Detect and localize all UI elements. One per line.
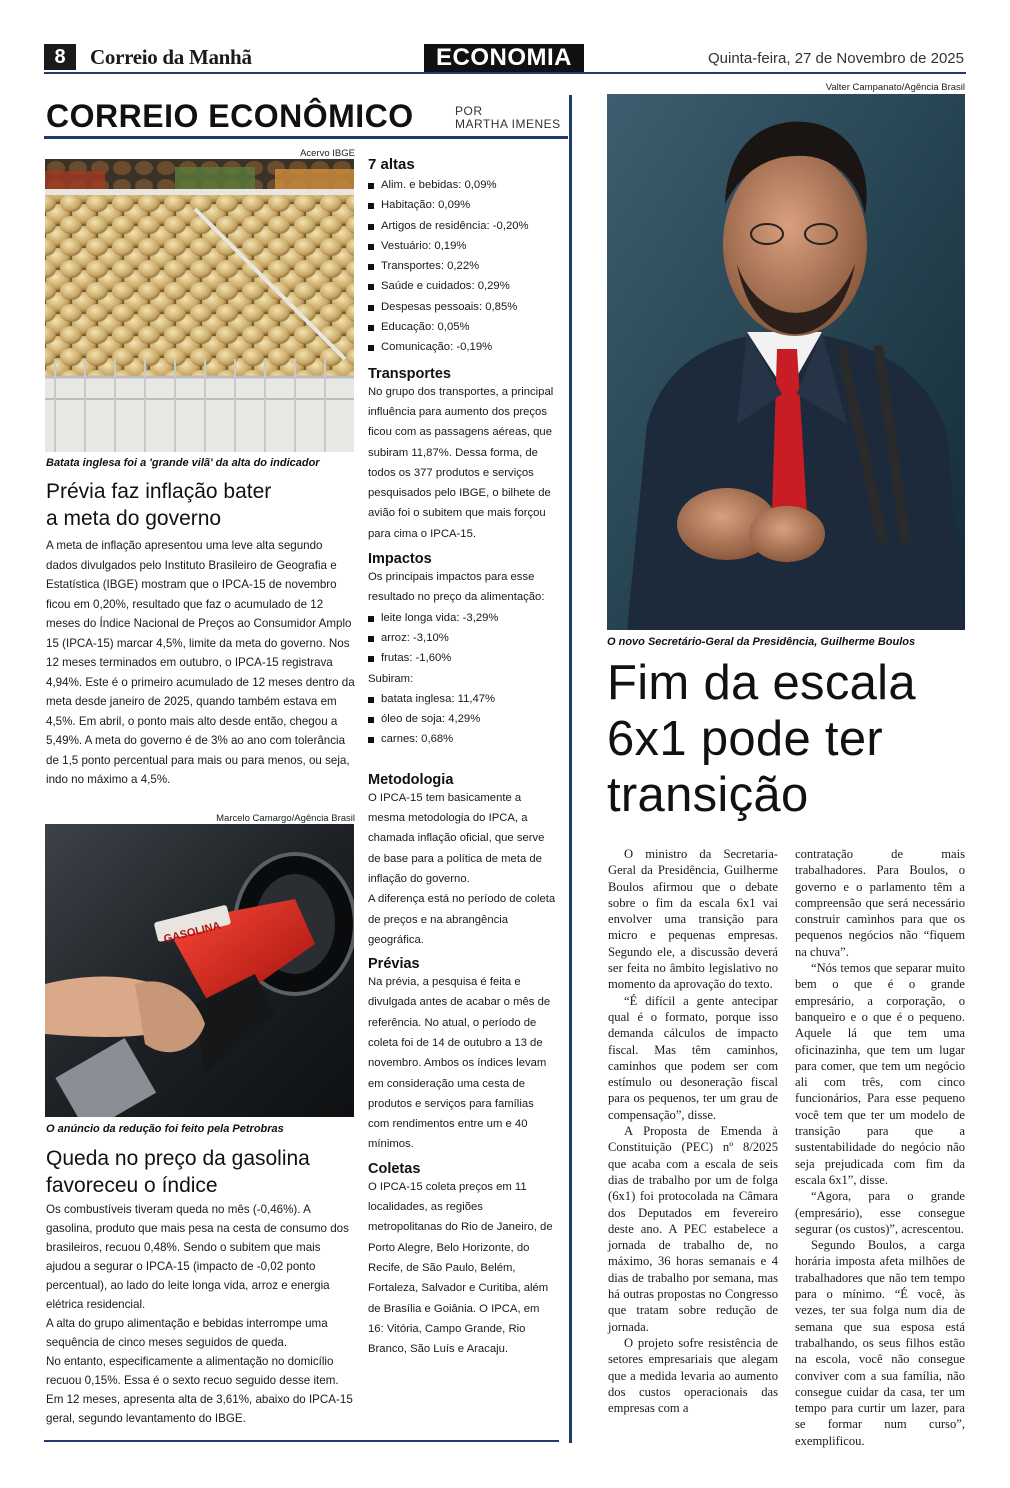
sidebar-box <box>368 156 558 1359</box>
list-item: Artigos de residência: -0,20% <box>368 216 558 236</box>
list-item: frutas: -1,60% <box>368 648 558 668</box>
gasoline-pump-photo <box>45 824 354 1117</box>
column-vertical-rule <box>569 95 572 1443</box>
column-bottom-rule <box>44 1440 559 1442</box>
metodologia-title: Metodologia <box>368 771 454 788</box>
list-item: Educação: 0,05% <box>368 317 558 337</box>
header-rule <box>44 72 966 74</box>
section-label: ECONOMIA <box>424 44 584 72</box>
paragraph: “É difícil a gente antecipar qual é o formato, porque isso demanda cálculos de impacto fiscal. Mas têm caminhos, caminhos que podem ser com estímulo ou desoneração fiscal para os pequenos, ter um grau de compensação”, disse. <box>608 993 778 1122</box>
paragraph: “Nós temos que separar muito bem o que é o grande empresário, a corporação, o banqueiro e o que é o pequeno. Aquele lá que tem uma oficinazinha, que tem um lugar para comer, que tem um negócio ali com três, com cinco funcionários, Para esse pequeno você tem que ter um modelo de transição para que a sustentabilidade do negócio não seja prejudicada com fim da escala 6x1”, disse. <box>795 961 965 1187</box>
pump-label: GASOLINA <box>162 919 222 946</box>
paragraph: O projeto sofre resistência de setores empresariais que alegam que a medida levaria ao aumento dos custos operacionais das empresas com a <box>608 1335 778 1416</box>
headline-line-2: a meta do governo <box>46 507 222 530</box>
list-item: Despesas pessoais: 0,85% <box>368 297 558 317</box>
article-inflation-body: A meta de inflação apresentou uma leve alta segundo dados divulgados pelo Instituto Brasileiro de Geografia e Estatística (IBGE) mostram que o IPCA-15 de novembro ficou em 0,20%, resultado que faz o acumulado de 12 meses do Índice Nacional de Preços ao Consumidor Amplo 15 (IPCA-15) marcar 4,5%, limite da meta do governo. Nos 12 meses terminados em outubro, o IPCA-15 registrava 4,94%. Este é o primeiro acumulado de 12 meses dentro da meta desde janeiro de 2025, quando também estava em 4,5%. Em abril, o ponto mais alto desde então, chegou a 5,49%. A meta do governo é de 3% ao ano com tolerância de 1,5 ponto percentual para mais ou para menos, ou seja, indo no máximo a 4,5%. <box>46 539 355 786</box>
byline-prefix: POR <box>455 104 483 118</box>
list-item: arroz: -3,10% <box>368 628 558 648</box>
list-item: óleo de soja: 4,29% <box>368 709 558 729</box>
impactos-up-list <box>368 689 558 750</box>
metodologia-p1: O IPCA-15 tem basicamente a mesma metodologia do IPCA, a chamada inflação oficial, que serve de base para a política de meta de inflação do governo. <box>368 791 545 885</box>
list-item: Saúde e cuidados: 0,29% <box>368 276 558 296</box>
page-number: 8 <box>44 44 76 70</box>
list-item: Alim. e bebidas: 0,09% <box>368 175 558 195</box>
altas-list <box>368 175 558 358</box>
previas-title: Prévias <box>368 956 420 973</box>
altas-title: 7 altas <box>368 156 415 173</box>
list-item: leite longa vida: -3,29% <box>368 608 558 628</box>
fuel-nozzle-illustration <box>45 824 354 1117</box>
headline-line-1: Fim da escala <box>607 656 916 710</box>
headline-line-3: transição <box>607 768 809 822</box>
paragraph: A Proposta de Emenda à Constituição (PEC) nº 8/2025 que acaba com a escala de seis dias de trabalho por um de folga (6x1) foi protocolada na Câmara dos Deputados em fevereiro deste ano. A PEC estabelece a jornada de trabalho de, no máximo, 36 horas semanais e 4 dias de trabalho por semana, mas há outras propostas no Congresso que tratam sobre redução de jornada. <box>608 1124 778 1334</box>
photo-credit-gasoline: Marcelo Camargo/Agência Brasil <box>216 813 355 824</box>
impactos-text: Os principais impactos para esse resultado no preço da alimentação: <box>368 571 545 604</box>
caption-boulos: O novo Secretário-Geral da Presidência, Guilherme Boulos <box>607 636 916 648</box>
list-item: Comunicação: -0,19% <box>368 337 558 357</box>
photo-credit-boulos: Valter Campanato/Agência Brasil <box>825 82 965 93</box>
caption-gasoline: O anúncio da redução foi feito pela Petrobras <box>46 1123 284 1135</box>
headline-gasoline <box>46 1145 356 1199</box>
photo-credit-potatoes: Acervo IBGE <box>300 148 355 159</box>
column-title: CORREIO ECONÔMICO <box>46 98 414 134</box>
previas-text: Na prévia, a pesquisa é feita e divulgada antes de acabar o mês de referência. No atual, o período de coleta foi de 14 de outubro a 13 de novembro. Ambos os índices levam em consideração uma cesta de produtos e serviços para famílias com rendimentos entre um e 40 mínimos. <box>368 976 551 1151</box>
byline-author: MARTHA IMENES <box>455 117 561 131</box>
speaker-illustration <box>607 94 965 630</box>
paragraph: contratação de mais trabalhadores. Para Boulos, o governo e o parlamento têm a compreensão que será necessário construir caminhos para que os pequenos negócios não “fiquem na chuva”. <box>795 847 965 959</box>
paragraph: No entanto, especificamente a alimentação no domicílio recuou 0,15%. Essa é o sexto recuo seguido desse item. Em 12 meses, apresenta alta de 3,61%, abaixo do IPCA-15 geral, segundo levantamento do IBGE. <box>46 1355 353 1425</box>
date-line: Quinta-feira, 27 de Novembro de 2025 <box>708 50 964 67</box>
main-story-column-1 <box>608 846 778 1416</box>
impactos-title: Impactos <box>368 551 432 568</box>
boulos-photo <box>607 94 965 630</box>
list-item: Vestuário: 0,19% <box>368 236 558 256</box>
paragraph: A alta do grupo alimentação e bebidas interrompe uma sequência de cinco meses seguidos de queda. <box>46 1317 328 1349</box>
paragraph: O ministro da Secretaria-Geral da Presidência, Guilherme Boulos afirmou que o debate sobre o fim da escala 6x1 vai envolver uma transição para micro e pequenas empresas. Segundo ele, a discussão deverá ser feita no âmbito legislativo no momento da aprovação do texto. <box>608 847 778 992</box>
subiram-label: Subiram: <box>368 672 414 685</box>
list-item: carnes: 0,68% <box>368 729 558 749</box>
main-story-column-2 <box>795 846 965 1449</box>
headline-inflation <box>46 478 356 532</box>
potato-market-photo <box>45 159 354 452</box>
transportes-title: Transportes <box>368 365 451 382</box>
paragraph: “Agora, para o grande (empresário), esse consegue segurar (os custos)”, acrescentou. <box>795 1189 965 1236</box>
paragraph: Os combustíveis tiveram queda no mês (-0,46%). A gasolina, produto que mais pesa na cesta de consumo dos brasileiros, recuou 0,48%. Sendo o subitem que mais ajudou a segurar o IPCA-15 (impacto de -0,02 ponto percentual), ao lado do leite longa vida, arroz e energia elétrica residencial. <box>46 1203 349 1311</box>
headline-line-1: Queda no preço da gasolina <box>46 1147 310 1170</box>
column-rule <box>44 136 568 139</box>
potato-illustration <box>45 159 354 452</box>
main-headline <box>607 655 987 823</box>
article-gasoline-body <box>46 1200 356 1428</box>
metodologia-p2: A diferença está no período de coleta de preços e na abrangência geográfica. <box>368 893 556 946</box>
coletas-title: Coletas <box>368 1160 421 1177</box>
caption-potatoes: Batata inglesa foi a 'grande vilã' da alta do indicador <box>46 457 320 469</box>
paragraph: Segundo Boulos, a carga horária imposta afeta milhões de trabalhadores que não tem tempo para o mínimo. “É você, às vezes, ter sua folga num dia de semana que sua esposa está trabalhando, os seus filhos estão na escola, você não consegue conviver com a sua família, não consegue cuidar da casa, ter um tempo para curtir um lazer, para se formar num curso”, exemplificou. <box>795 1238 965 1448</box>
headline-line-1: Prévia faz inflação bater <box>46 480 272 503</box>
headline-line-2: 6x1 pode ter <box>607 712 884 766</box>
newspaper-name: Correio da Manhã <box>90 45 252 69</box>
list-item: batata inglesa: 11,47% <box>368 689 558 709</box>
headline-line-2: favoreceu o índice <box>46 1174 218 1197</box>
list-item: Habitação: 0,09% <box>368 195 558 215</box>
list-item: Transportes: 0,22% <box>368 256 558 276</box>
coletas-text: O IPCA-15 coleta preços em 11 localidades, as regiões metropolitanas do Rio de Janeiro, de Porto Alegre, Belo Horizonte, do Recife, de São Paulo, Belém, Fortaleza, Salvador e Curitiba, além de Brasília e Goiânia. O IPCA, em 16: Vitória, Campo Grande, Rio Branco, São Luís e Aracaju. <box>368 1180 553 1356</box>
transportes-text: No grupo dos transportes, a principal influência para aumento dos preços ficou com as passagens aéreas, que subiram 11,87%. Dessa forma, de todos os 377 produtos e serviços pesquisados pelo IBGE, o bilhete de avião foi o subitem que mais forçou para cima o IPCA-15. <box>368 385 554 540</box>
impactos-down-list <box>368 608 558 669</box>
